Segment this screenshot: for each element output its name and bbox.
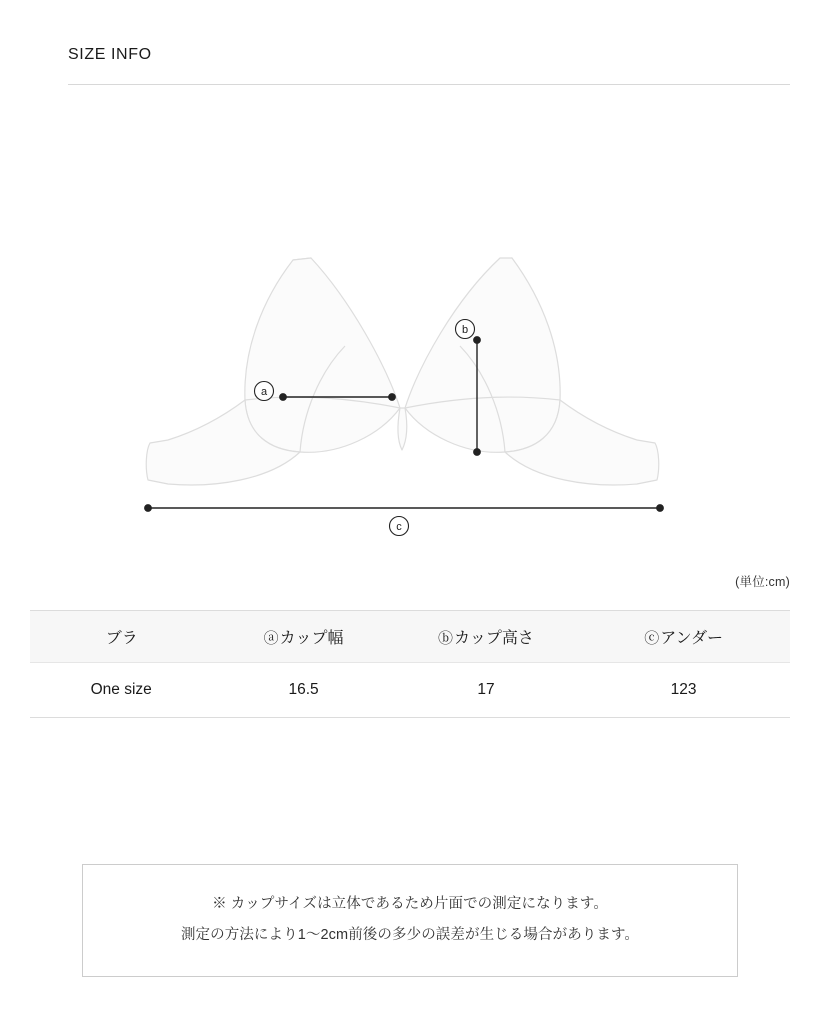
circle-a-icon: ⓐ xyxy=(263,630,279,647)
column-label-bra: ブラ xyxy=(105,630,138,647)
column-header-cup-width xyxy=(212,611,394,663)
column-label-cup-height: カップ高さ xyxy=(454,630,534,647)
svg-text:c: c xyxy=(396,521,402,533)
column-header-cup-height xyxy=(395,611,577,663)
header-divider xyxy=(68,84,790,85)
page-header xyxy=(68,46,790,85)
bra-diagram xyxy=(0,150,820,570)
page-title: SIZE INFO xyxy=(68,46,152,63)
size-table xyxy=(30,610,790,718)
cell-underband: 123 xyxy=(577,663,790,718)
column-header-bra xyxy=(30,611,212,663)
circle-b-icon: ⓑ xyxy=(438,630,454,647)
svg-text:b: b xyxy=(461,324,469,336)
svg-text:a: a xyxy=(260,386,268,398)
column-label-underband: アンダー xyxy=(660,630,723,647)
cell-cup-width: 16.5 xyxy=(212,663,394,718)
column-label-cup-width: カップ幅 xyxy=(279,630,344,647)
cell-cup-height: 17 xyxy=(395,663,577,718)
circle-c-icon: ⓒ xyxy=(644,630,660,647)
unit-note: (単位:cm) xyxy=(735,575,790,589)
notice-line-2: 測定の方法により1〜2cm前後の多少の誤差が生じる場合があります。 xyxy=(180,927,640,943)
notice-line-1: ※ カップサイズは立体であるため片面での測定になります。 xyxy=(212,896,608,913)
table-row xyxy=(30,663,790,718)
measurement-notice xyxy=(82,864,738,977)
column-header-underband xyxy=(577,611,790,663)
cell-size-name: One size xyxy=(30,663,212,718)
table-header-row xyxy=(30,611,790,663)
